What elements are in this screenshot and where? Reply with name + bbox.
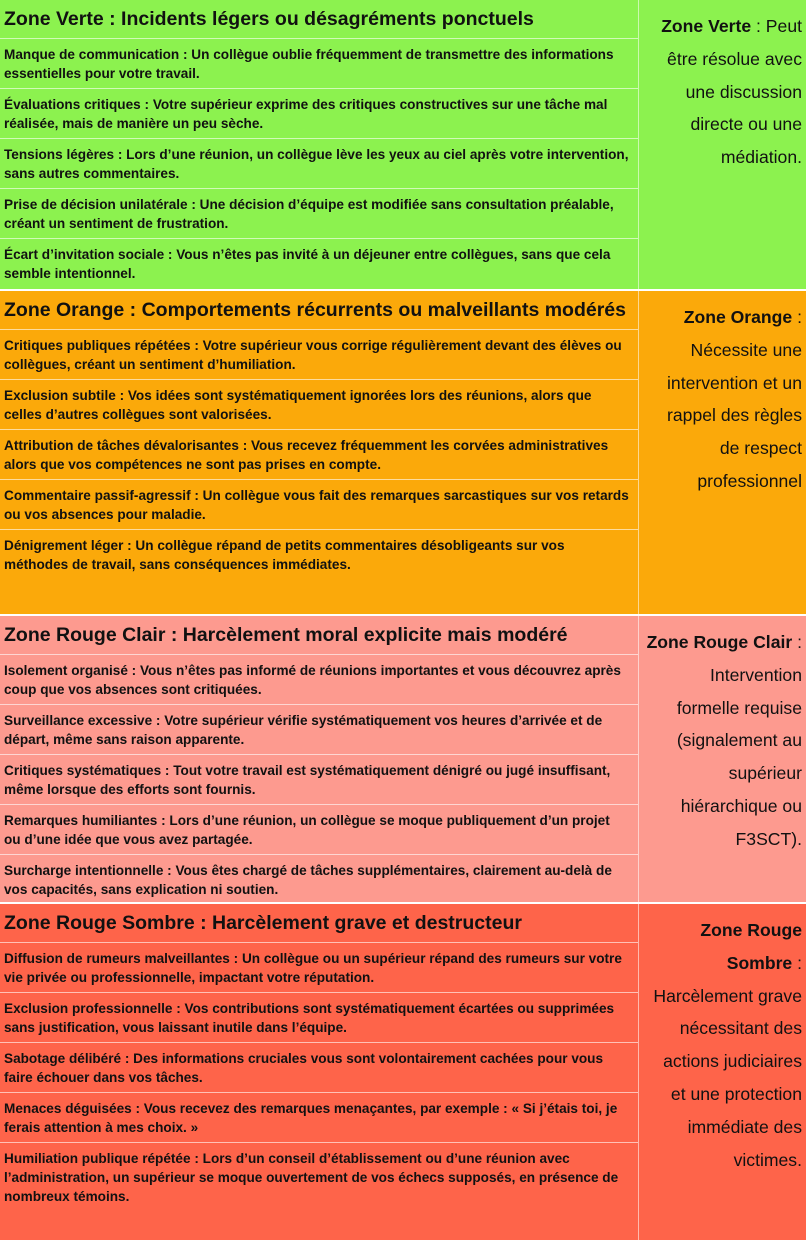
zone-orange: [0, 291, 806, 615]
list-item: Remarques humiliantes : Lors d’une réunion, un collègue se moque publiquement d’un projet ou d’une idée que vous avez partagée.: [0, 805, 638, 855]
zone-verte-title: Zone Verte : Incidents légers ou désagréments ponctuels: [0, 0, 638, 39]
zone-verte-action: [639, 0, 806, 290]
list-item: Dénigrement léger : Un collègue répand de petits commentaires désobligeants sur vos méthodes de travail, sans conséquences immédiates.: [4, 538, 565, 572]
zone-verte-action-label: Zone Verte: [661, 16, 752, 36]
list-item: Tensions légères : Lors d’une réunion, un collègue lève les yeux au ciel après votre intervention, sans autres commentaires.: [0, 139, 638, 189]
zone-verte-items: [0, 0, 639, 290]
zone-rouge-sombre-action-text: : Harcèlement grave nécessitant des actions judiciaires et une protection immédiate des victimes.: [653, 952, 802, 1170]
list-item: Menaces déguisées : Vous recevez des remarques menaçantes, par exemple : « Si j’étais toi, je ferais attention à mes choix. »: [0, 1093, 638, 1143]
list-item: Manque de communication : Un collègue oublie fréquemment de transmettre des informations essentielles pour votre travail.: [0, 39, 638, 89]
list-item: Exclusion professionnelle : Vos contributions sont systématiquement écartées ou supprimées sans justification, vous laissant inutile dans l’équipe.: [0, 993, 638, 1043]
zone-rouge-clair: [0, 616, 806, 903]
zone-orange-action-label: Zone Orange: [683, 307, 793, 327]
zone-rouge-clair-action: [639, 616, 806, 903]
zone-rouge-sombre-action-label: Zone Rouge Sombre: [700, 920, 802, 973]
zone-rouge-clair-title: Zone Rouge Clair : Harcèlement moral explicite mais modéré: [0, 616, 638, 655]
list-item: Surveillance excessive : Votre supérieur vérifie systématiquement vos heures d’arrivée et de départ, même sans raison apparente.: [0, 705, 638, 755]
list-item: Attribution de tâches dévalorisantes : Vous recevez fréquemment les corvées administratives alors que vos compétences ne sont pas prises en compte.: [0, 430, 638, 480]
zone-rouge-sombre-items: [0, 904, 639, 1240]
list-item: Critiques publiques répétées : Votre supérieur vous corrige régulièrement devant des élèves ou collègues, créant un sentiment d’humiliation.: [0, 330, 638, 380]
list-item: Exclusion subtile : Vos idées sont systématiquement ignorées lors des réunions, alors que celles d’autres collègues sont valorisées.: [0, 380, 638, 430]
list-item: Humiliation publique répétée : Lors d’un conseil d’établissement ou d’une réunion avec l’administration, un supérieur se moque ouvertement de vos échecs supposés, en présence de nombreux témoins.: [4, 1151, 619, 1204]
zone-orange-items: [0, 291, 639, 615]
zone-rouge-sombre-title: Zone Rouge Sombre : Harcèlement grave et destructeur: [0, 904, 638, 943]
list-item: Diffusion de rumeurs malveillantes : Un collègue ou un supérieur répand des rumeurs sur votre vie privée ou professionnelle, impactant votre réputation.: [0, 943, 638, 993]
zone-orange-action-text: : Nécessite une intervention et un rappel des règles de respect professionnel: [667, 307, 802, 491]
zone-orange-title: Zone Orange : Comportements récurrents ou malveillants modérés: [0, 291, 638, 330]
zone-rouge-sombre-action: [639, 904, 806, 1240]
list-item: Écart d’invitation sociale : Vous n’êtes pas invité à un déjeuner entre collègues, sans que cela semble intentionnel.: [4, 247, 611, 281]
zone-orange-action: [639, 291, 806, 615]
list-item: Prise de décision unilatérale : Une décision d’équipe est modifiée sans consultation préalable, créant un sentiment de frustration.: [0, 189, 638, 239]
zone-verte: [0, 0, 806, 290]
zone-rouge-clair-action-label: Zone Rouge Clair: [646, 632, 793, 652]
list-item: Évaluations critiques : Votre supérieur exprime des critiques constructives sur une tâche mal réalisée, mais de manière un peu sèche.: [0, 89, 638, 139]
list-item: Surcharge intentionnelle : Vous êtes chargé de tâches supplémentaires, clairement au-delà de vos capacités, sans explication ni soutien.: [4, 863, 612, 897]
zone-rouge-clair-items: [0, 616, 639, 903]
list-item: Commentaire passif-agressif : Un collègue vous fait des remarques sarcastiques sur vos retards ou vos absences pour maladie.: [0, 480, 638, 530]
list-item: Isolement organisé : Vous n’êtes pas informé de réunions importantes et vous découvrez après coup que vos absences sont critiquées.: [0, 655, 638, 705]
zone-rouge-clair-action-text: : Intervention formelle requise (signalement au supérieur hiérarchique ou F3SCT).: [676, 632, 802, 849]
zone-verte-action-text: : Peut être résolue avec une discussion directe ou une médiation.: [667, 16, 802, 168]
zone-rouge-sombre: [0, 904, 806, 1240]
list-item: Critiques systématiques : Tout votre travail est systématiquement dénigré ou jugé insuffisant, même lorsque des efforts sont fournis.: [0, 755, 638, 805]
list-item: Sabotage délibéré : Des informations cruciales vous sont volontairement cachées pour vous faire échouer dans vos tâches.: [0, 1043, 638, 1093]
